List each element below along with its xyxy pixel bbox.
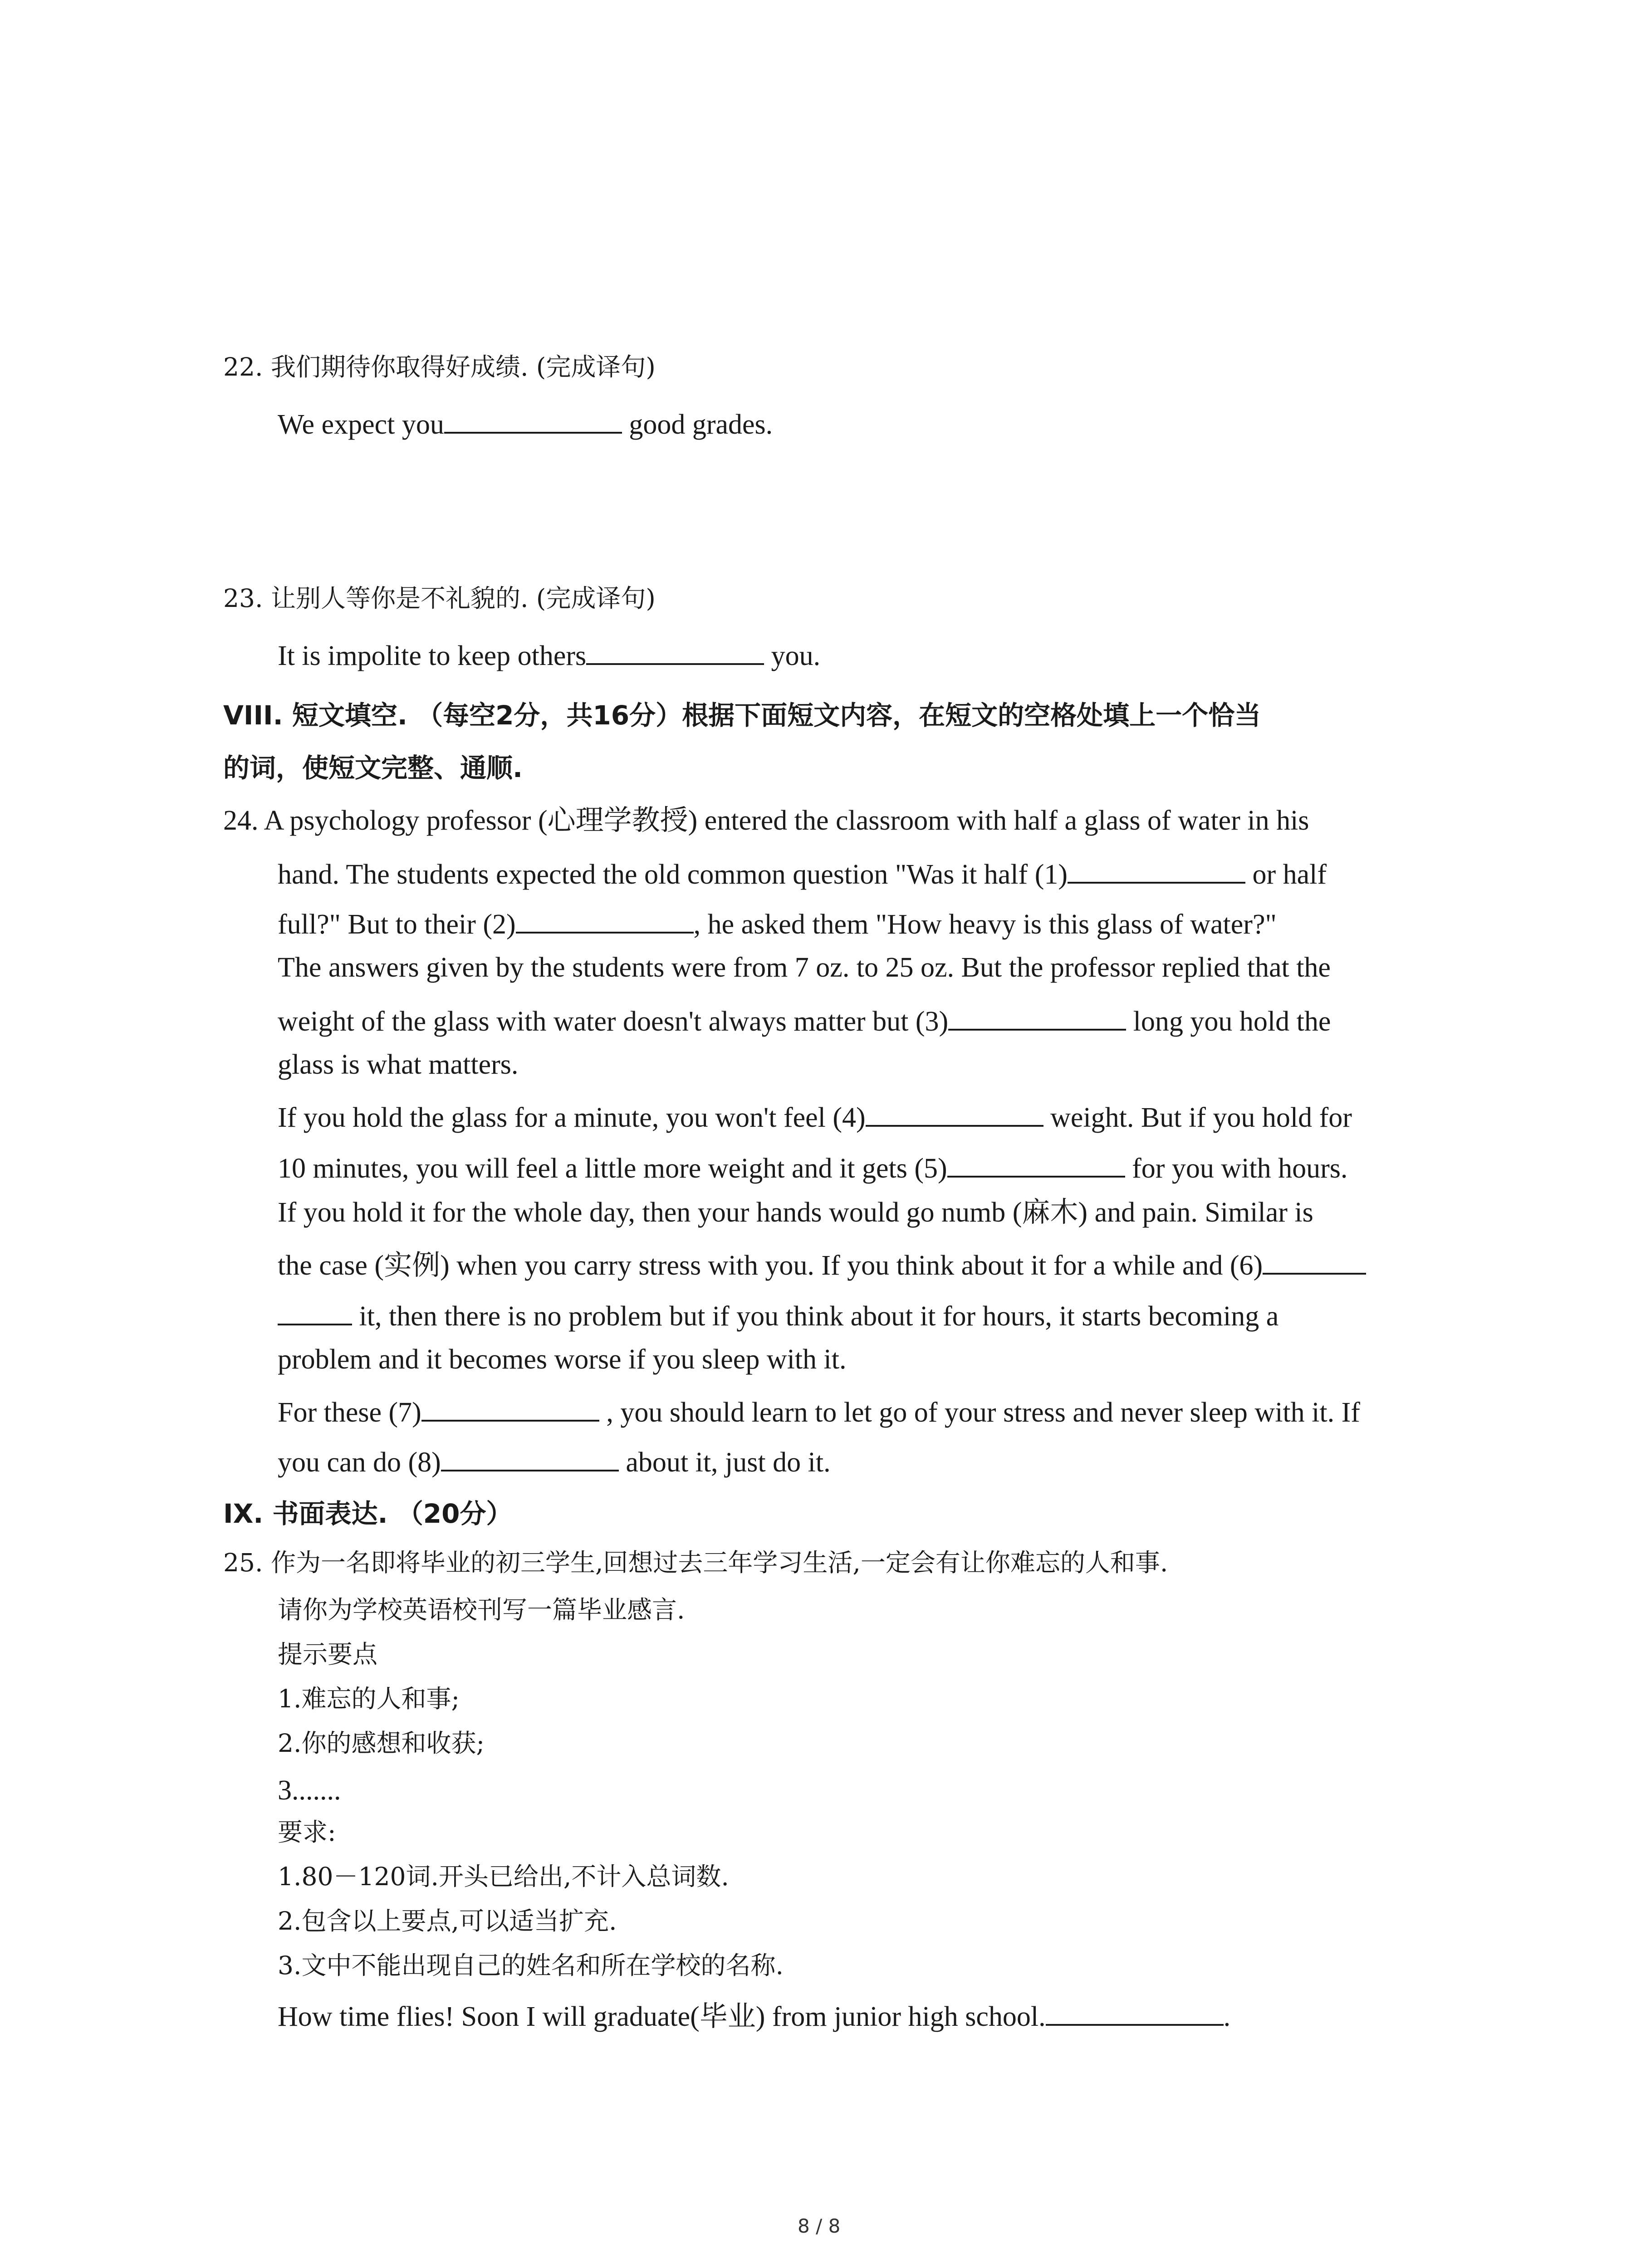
q25-line5: 2.你的感想和收获; — [278, 1729, 485, 1758]
q22-sentence — [278, 407, 773, 439]
q25-line7: 要求: — [278, 1818, 336, 1847]
q24-line14 — [278, 1445, 831, 1476]
q24-line2 — [278, 857, 1327, 889]
q24-line8 — [278, 1151, 1347, 1183]
q23-sentence — [278, 639, 820, 670]
q24-line7-a: If you hold the glass for a minute, you won't feel (4) — [278, 1102, 866, 1133]
q24-line4: The answers given by the students were from 7 oz. to 25 oz. But the professor replied that the — [278, 952, 1331, 983]
q22-prompt: 22. 我们期待你取得好成绩. (完成译句) — [223, 352, 656, 381]
q24-blank-6a[interactable] — [1263, 1248, 1366, 1275]
q24-line13-b: , you should learn to let go of your stress and never sleep with it. If — [599, 1397, 1360, 1428]
q25-blank[interactable] — [1046, 1999, 1224, 2026]
q23-prompt: 23. 让别人等你是不礼貌的. (完成译句) — [223, 584, 656, 613]
q24-line12: problem and it becomes worse if you sleep with it. — [278, 1344, 847, 1375]
q24-line5-a: weight of the glass with water doesn't always matter but (3) — [278, 1006, 949, 1037]
q25-line3: 提示要点 — [278, 1640, 378, 1669]
q24-line3-b: , he asked them "How heavy is this glass of water?" — [693, 909, 1277, 940]
q25-line11 — [278, 1999, 1230, 2031]
q24-line11 — [278, 1299, 1279, 1330]
q25-line2: 请你为学校英语校刊写一篇毕业感言. — [278, 1595, 685, 1624]
q25-line8: 1.80－120词.开头已给出,不计入总词数. — [278, 1862, 729, 1891]
q24-line13 — [278, 1395, 1360, 1427]
q24-blank-7[interactable] — [421, 1395, 599, 1422]
q24-line14-b: about it, just do it. — [618, 1447, 831, 1478]
q23-before: It is impolite to keep others — [278, 640, 587, 671]
q23-after: you. — [764, 640, 821, 671]
q25-line10: 3.文中不能出现自己的姓名和所在学校的名称. — [278, 1951, 784, 1980]
q24-blank-6b[interactable] — [278, 1299, 352, 1325]
q24-line6: glass is what matters. — [278, 1049, 519, 1080]
q24-line1: 24. A psychology professor (心理学教授) entered the classroom with half a glass of water in his — [223, 805, 1309, 836]
q22-blank[interactable] — [444, 407, 622, 434]
q24-line10-a: the case (实例) when you carry stress with you. If you think about it for a while and (6) — [278, 1250, 1263, 1281]
q24-line8-b: for you with hours. — [1125, 1153, 1348, 1184]
q24-blank-3[interactable] — [948, 1004, 1126, 1031]
q24-line5-b: long you hold the — [1126, 1006, 1331, 1037]
q25-line11-a: How time flies! Soon I will graduate(毕业) from junior high school. — [278, 2001, 1046, 2032]
q24-line2-b: or half — [1245, 859, 1327, 890]
q24-line13-a: For these (7) — [278, 1397, 421, 1428]
section8-heading-line1: VIII. 短文填空. （每空2分，共16分）根据下面短文内容，在短文的空格处填上一个恰当 — [223, 700, 1261, 731]
q24-line5 — [278, 1004, 1331, 1036]
q24-line3 — [278, 907, 1277, 938]
q22-before: We expect you — [278, 409, 444, 440]
q25-line6: 3....... — [278, 1775, 341, 1806]
q24-blank-2[interactable] — [516, 907, 694, 934]
section8-heading-line2: 的词，使短文完整、通顺. — [223, 753, 523, 783]
q24-line3-a: full?" But to their (2) — [278, 909, 516, 940]
q24-blank-1[interactable] — [1068, 857, 1245, 884]
q24-line7 — [278, 1100, 1352, 1132]
q24-line2-a: hand. The students expected the old common question "Was it half (1) — [278, 859, 1068, 890]
q24-line7-b: weight. But if you hold for — [1043, 1102, 1352, 1133]
q25-line9: 2.包含以上要点,可以适当扩充. — [278, 1906, 617, 1936]
q24-blank-5[interactable] — [947, 1151, 1125, 1178]
q24-blank-8[interactable] — [441, 1445, 619, 1471]
q25-line4: 1.难忘的人和事; — [278, 1684, 460, 1713]
q23-blank[interactable] — [586, 639, 764, 665]
q25-line11-b: . — [1223, 2001, 1231, 2032]
page-number: 8 / 8 — [798, 2215, 841, 2237]
section9-heading: IX. 书面表达. （20分） — [223, 1498, 513, 1529]
q22-after: good grades. — [622, 409, 773, 440]
q24-line14-a: you can do (8) — [278, 1447, 441, 1478]
q24-line10 — [278, 1248, 1366, 1280]
q24-line11-b: it, then there is no problem but if you think about it for hours, it starts becoming a — [352, 1301, 1279, 1332]
q24-blank-4[interactable] — [866, 1100, 1043, 1127]
q24-line8-a: 10 minutes, you will feel a little more weight and it gets (5) — [278, 1153, 947, 1184]
q25-line1: 25. 作为一名即将毕业的初三学生,回想过去三年学习生活,一定会有让你难忘的人和事. — [223, 1548, 1168, 1577]
q24-line9: If you hold it for the whole day, then your hands would go numb (麻木) and pain. Similar is — [278, 1197, 1313, 1228]
